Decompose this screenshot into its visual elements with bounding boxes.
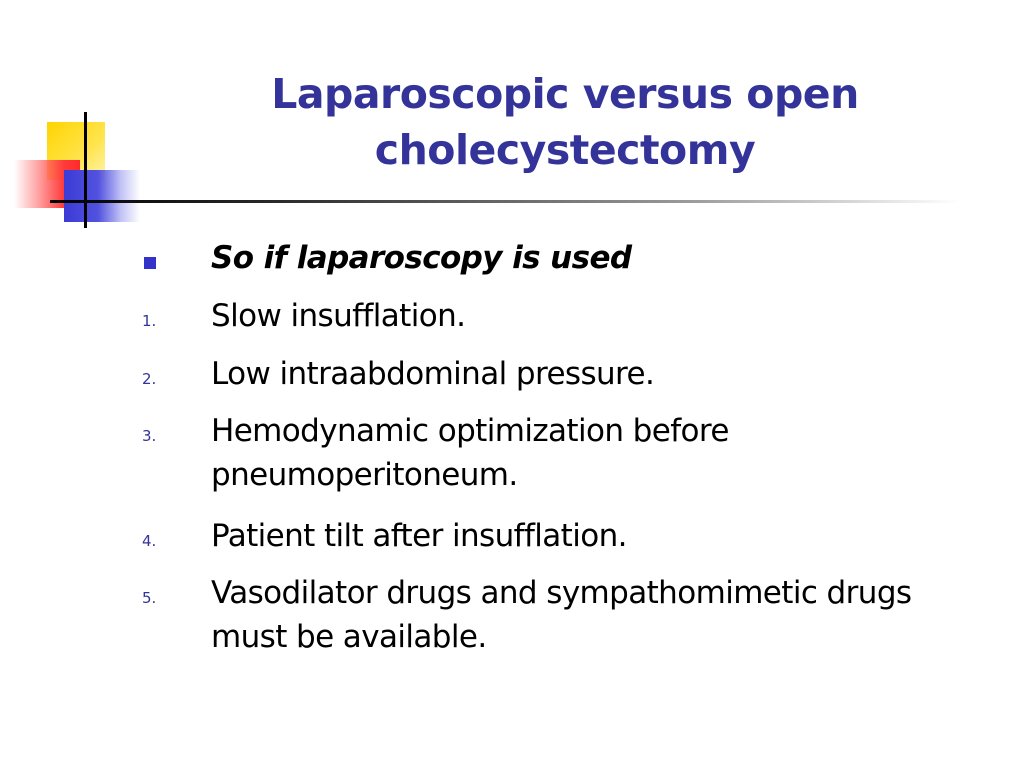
item-number: 4. [142,532,157,550]
lead-bullet-text: So if laparoscopy is used [211,240,632,276]
item-text: Patient tilt after insufflation. [211,518,627,554]
item-text: Low intraabdominal pressure. [211,356,655,392]
item-number: 2. [142,370,157,388]
item-number: 1. [142,312,157,330]
item-number: 5. [142,589,157,607]
item-number: 3. [142,427,157,445]
item-text: Hemodynamic optimization before pneumoperitoneum. [211,413,729,493]
slide-title: Laparoscopic versus open cholecystectomy [271,70,859,174]
item-text: Slow insufflation. [211,298,466,334]
item-text: Vasodilator drugs and sympathomimetic drugs must be available. [211,575,912,655]
square-bullet-icon [144,257,156,269]
